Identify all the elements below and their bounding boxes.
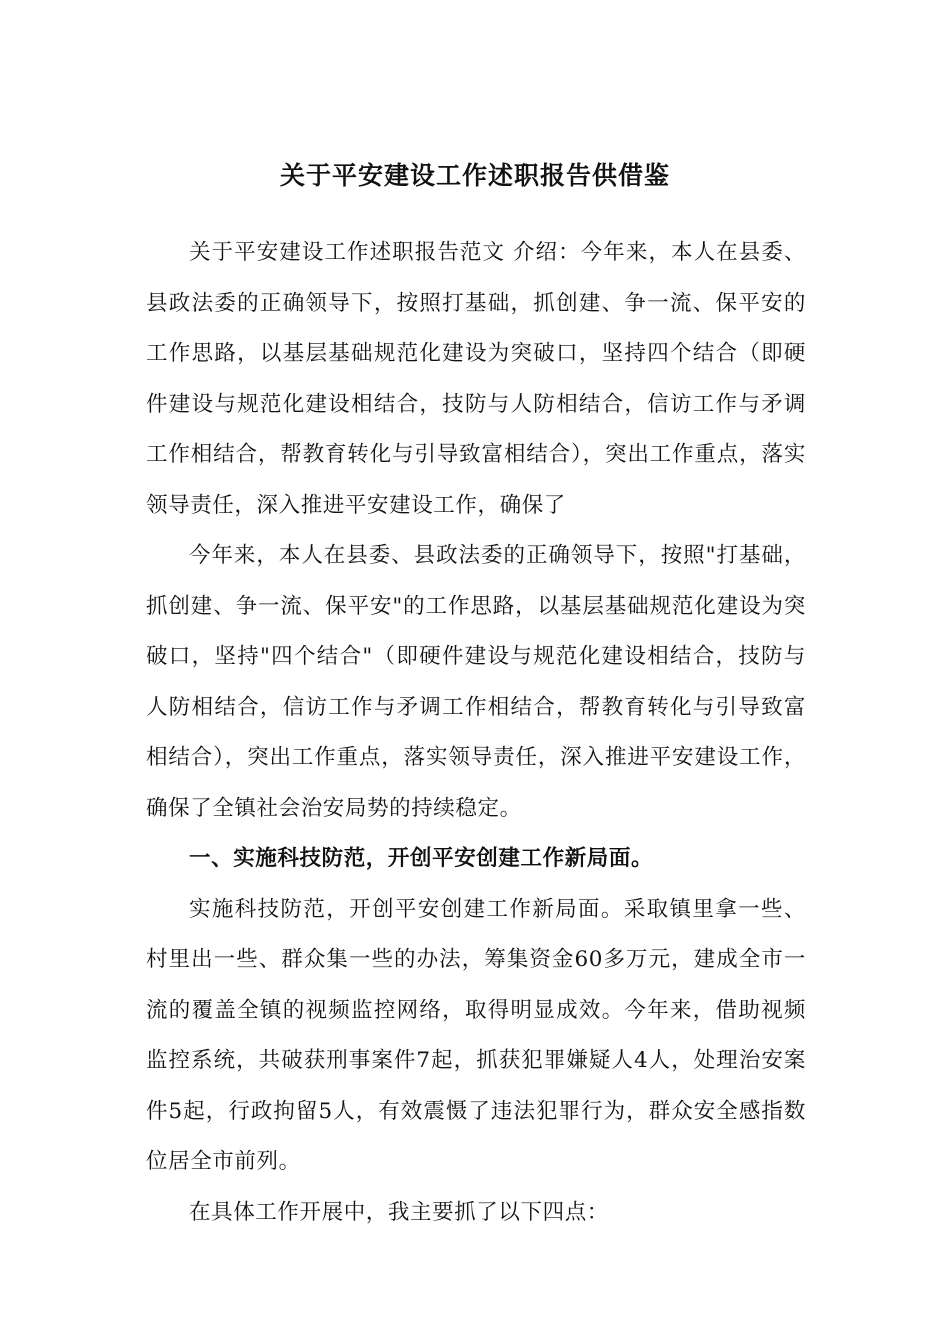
intro-paragraph: 关于平安建设工作述职报告范文 介绍：今年来，本人在县委、县政法委的正确领导下，按照打基础，抓创建、争一流、保平安的工作思路，以基层基础规范化建设为突破口，坚持四个结合（即硬件建设与规范化建设相结合，技防与人防相结合，信访工作与矛调工作相结合，帮教育转化与引导致富相结合），突出工作重点，落实领导责任，深入推进平安建设工作，确保了 <box>146 240 806 518</box>
section-1-paragraph: 实施科技防范，开创平安创建工作新局面。采取镇里拿一些、村里出一些、群众集一些的办法，筹集资金60多万元，建成全市一流的覆盖全镇的视频监控网络，取得明显成效。今年来，借助视频监控系统，共破获刑事案件7起，抓获犯罪嫌疑人4人，处理治安案件5起，行政拘留5人，有效震慑了违法犯罪行为，群众安全感指数位居全市前列。 <box>146 896 806 1174</box>
closing-paragraph: 在具体工作开展中，我主要抓了以下四点： <box>189 1199 609 1225</box>
document-title: 关于平安建设工作述职报告供借鉴 <box>279 161 670 190</box>
document-body <box>146 228 806 1238</box>
summary-paragraph: 今年来，本人在县委、县政法委的正确领导下，按照"打基础，抓创建、争一流、保平安"的工作思路，以基层基础规范化建设为突破口，坚持"四个结合"（即硬件建设与规范化建设相结合，技防与人防相结合，信访工作与矛调工作相结合，帮教育转化与引导致富相结合），突出工作重点，落实领导责任，深入推进平安建设工作，确保了全镇社会治安局势的持续稳定。 <box>146 543 806 821</box>
section-heading-1: 一、实施科技防范，开创平安创建工作新局面。 <box>189 846 654 871</box>
